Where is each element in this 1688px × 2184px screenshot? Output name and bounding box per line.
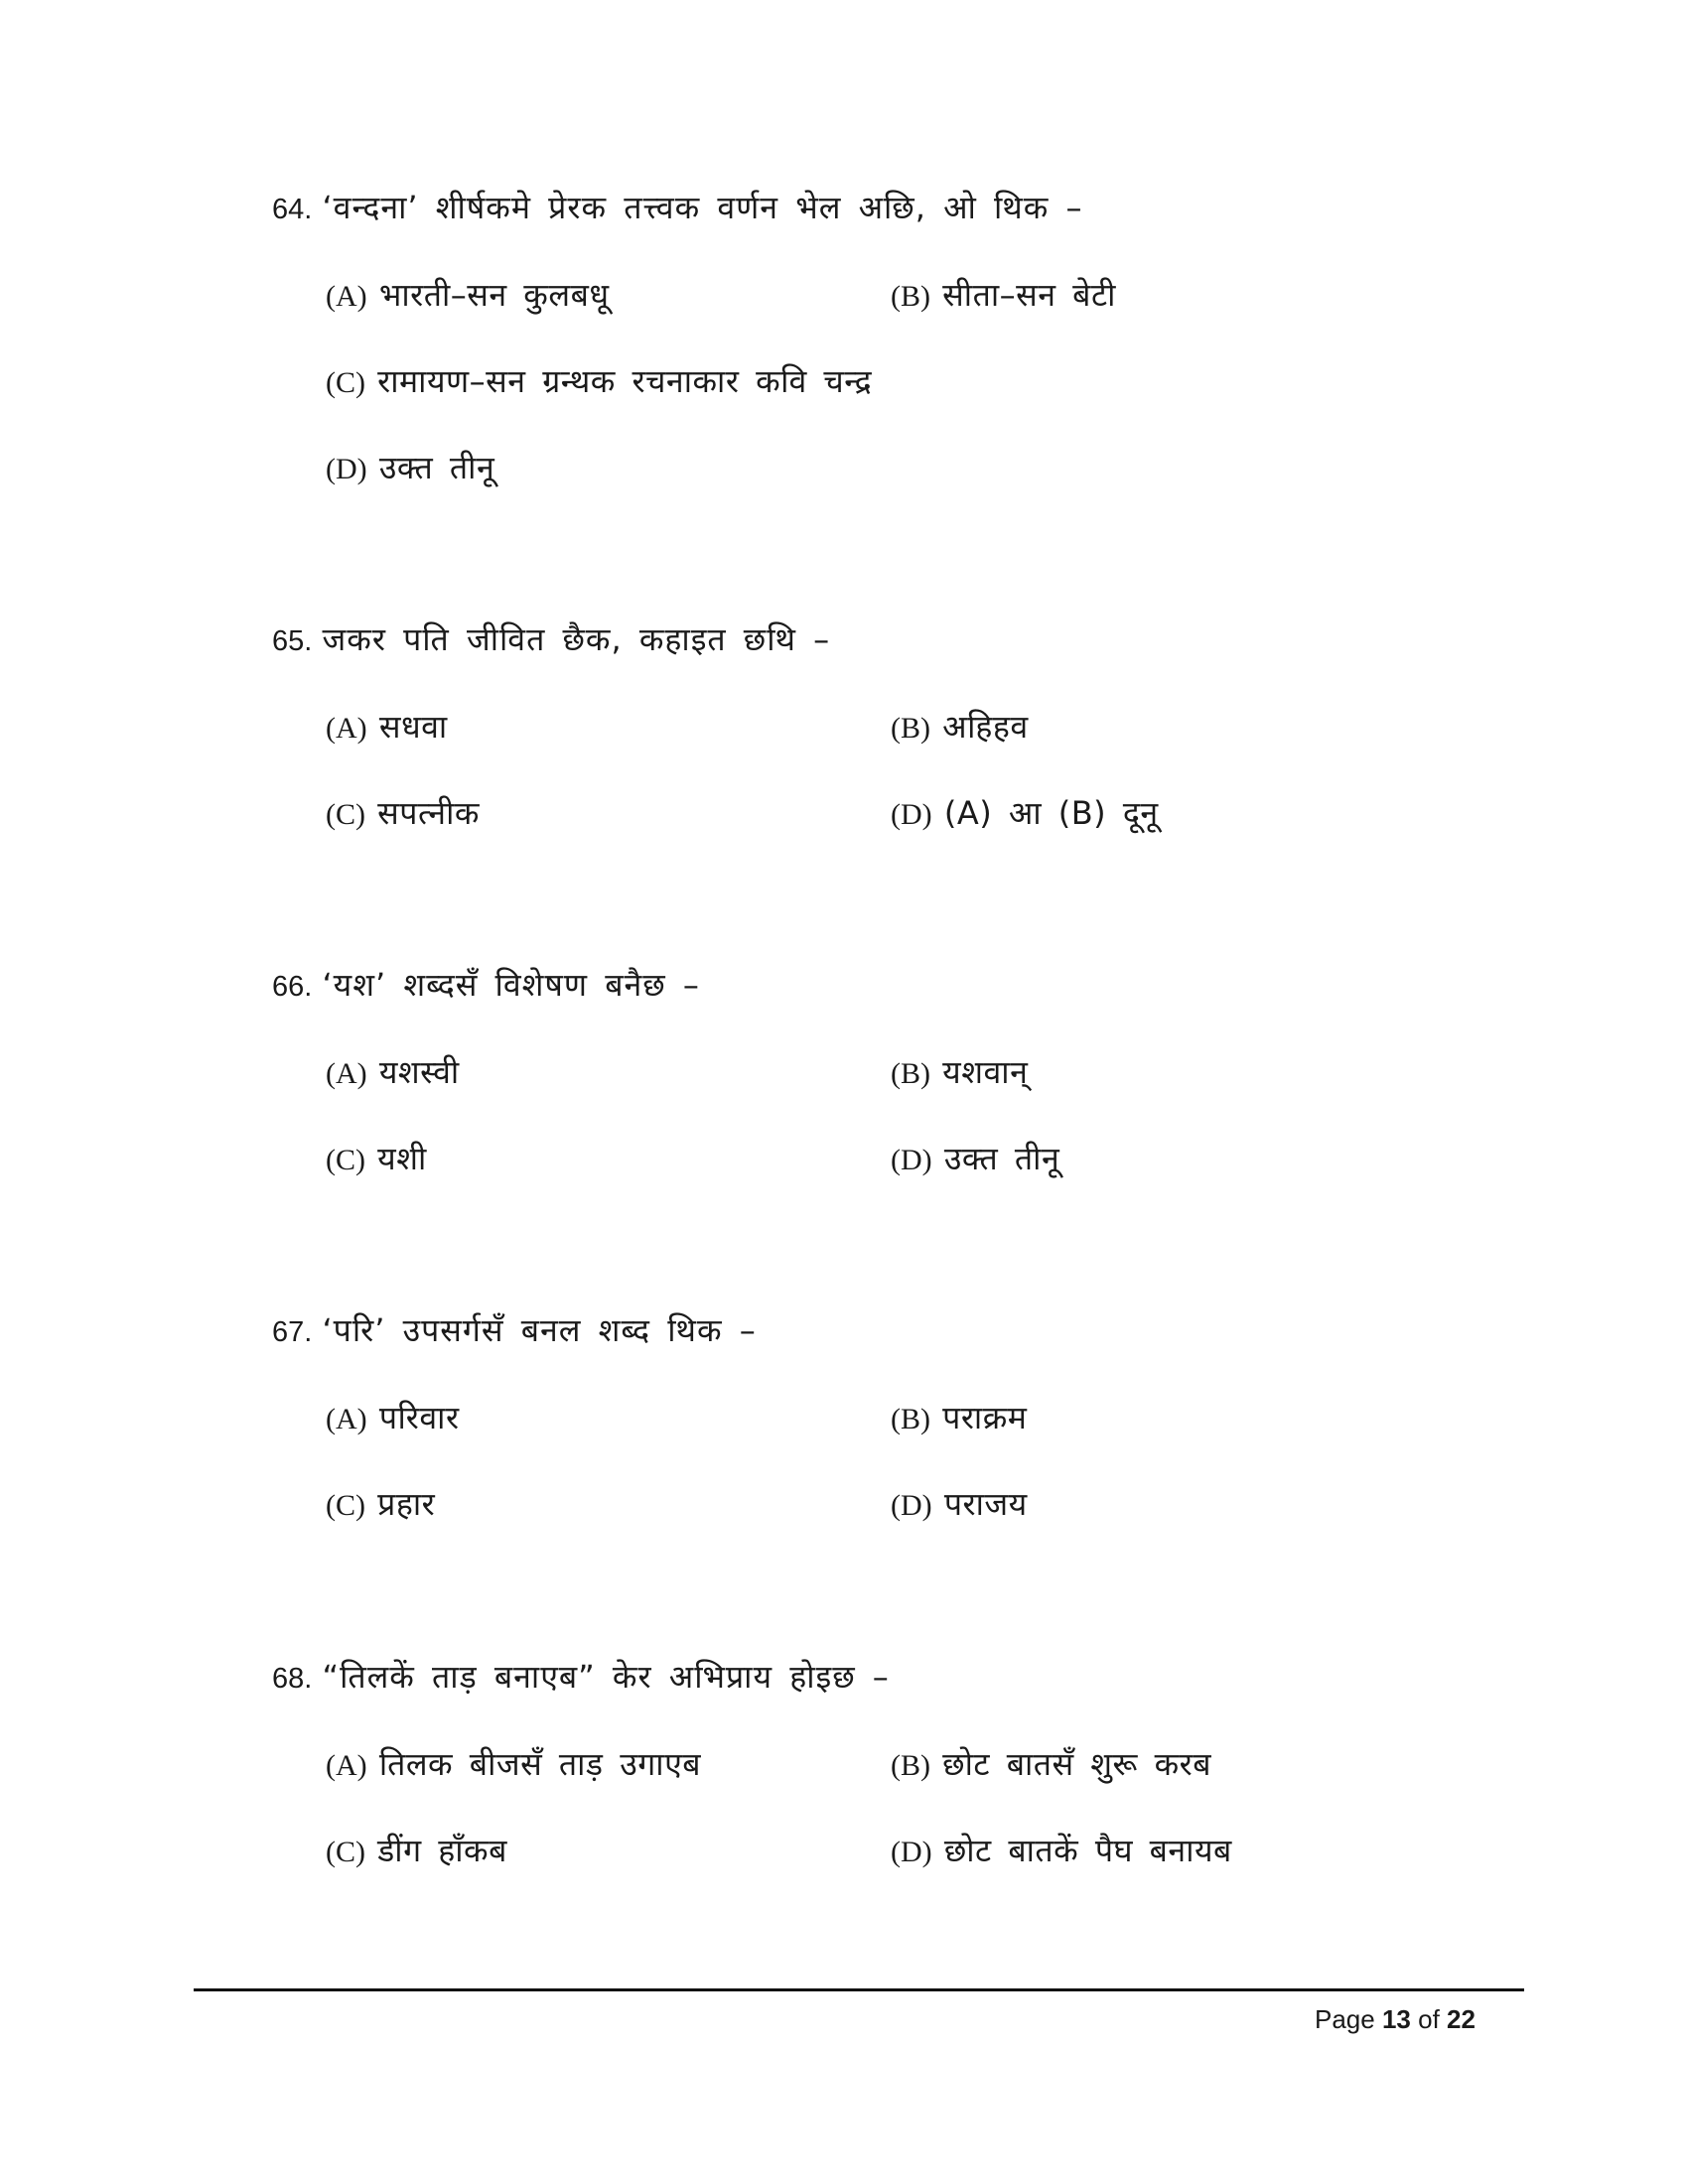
option-d <box>891 793 1159 835</box>
option-text: छोट बातसँ शुरू करब <box>942 1745 1212 1783</box>
question-66 <box>0 965 1688 1283</box>
question-text: ‘वन्दना’ शीर्षकमे प्रेरक तत्त्वक वर्णन भेल अछि, ओ थिक – <box>322 189 1083 226</box>
option-b <box>891 275 1116 317</box>
question-68 <box>0 1657 1688 1975</box>
option-letter: (D) <box>891 1489 932 1522</box>
option-d <box>891 1831 1232 1872</box>
option-c <box>326 1831 507 1872</box>
option-letter: (C) <box>326 1144 365 1176</box>
of-label: of <box>1418 2004 1440 2034</box>
option-text: तिलक बीजसँ ताड़ उगाएब <box>378 1745 702 1783</box>
option-letter: (D) <box>891 1836 932 1868</box>
option-letter: (A) <box>326 1403 367 1435</box>
question-64 <box>0 188 1688 505</box>
option-letter: (B) <box>891 1403 930 1435</box>
option-a <box>326 707 448 749</box>
option-letter: (C) <box>326 366 365 399</box>
option-text: अहिहव <box>942 708 1029 746</box>
option-letter: (D) <box>326 453 367 485</box>
option-text: सीता–सन बेटी <box>942 276 1116 314</box>
option-b <box>891 1398 1027 1439</box>
option-a <box>326 1398 460 1439</box>
option-letter: (D) <box>891 1144 932 1176</box>
question-67 <box>0 1310 1688 1628</box>
option-letter: (A) <box>326 712 367 745</box>
question-stem <box>272 965 700 1007</box>
option-text: (A) आ (B) दूनू <box>943 794 1159 832</box>
question-text: “तिलकें ताड़ बनाएब” केर अभिप्राय होइछ – <box>322 1658 890 1696</box>
question-text: ‘परि’ उपसर्गसँ बनल शब्द थिक – <box>322 1311 757 1349</box>
option-text: उक्त तीनू <box>378 449 495 486</box>
option-c <box>326 1139 427 1180</box>
option-letter: (A) <box>326 280 367 313</box>
option-b <box>891 707 1029 749</box>
question-stem <box>272 188 1082 229</box>
question-stem <box>272 1657 890 1699</box>
page-label: Page <box>1315 2004 1375 2034</box>
option-b <box>891 1744 1211 1786</box>
question-text: जकर पति जीवित छैक, कहाइत छथि – <box>322 620 831 658</box>
option-letter: (C) <box>326 798 365 831</box>
option-text: यशी <box>377 1140 427 1177</box>
question-number: 68. <box>272 1663 313 1695</box>
option-text: सधवा <box>378 708 448 746</box>
page-number <box>1315 2002 1476 2036</box>
option-text: यशवान् <box>942 1053 1029 1091</box>
option-a <box>326 275 610 317</box>
question-65 <box>0 619 1688 937</box>
option-d <box>891 1484 1028 1526</box>
question-number: 64. <box>272 194 313 225</box>
option-c <box>326 793 480 835</box>
question-stem <box>272 1310 757 1352</box>
option-text: परिवार <box>378 1399 460 1436</box>
option-letter: (D) <box>891 798 932 831</box>
option-b <box>891 1052 1028 1094</box>
option-text: प्रहार <box>377 1485 436 1523</box>
option-text: पराक्रम <box>942 1399 1028 1436</box>
question-stem <box>272 619 830 661</box>
option-a <box>326 1052 460 1094</box>
option-letter: (B) <box>891 280 930 313</box>
option-a <box>326 1744 701 1786</box>
question-number: 65. <box>272 625 313 657</box>
option-c <box>326 1484 435 1526</box>
option-text: रामायण–सन ग्रन्थक रचनाकार कवि चन्द्र <box>377 362 873 400</box>
option-letter: (C) <box>326 1489 365 1522</box>
option-letter: (B) <box>891 1057 930 1090</box>
option-text: सपत्नीक <box>377 794 480 832</box>
option-c <box>326 361 872 403</box>
option-letter: (B) <box>891 1749 930 1782</box>
option-text: डींग हाँकब <box>377 1832 507 1869</box>
option-letter: (A) <box>326 1749 367 1782</box>
option-letter: (A) <box>326 1057 367 1090</box>
option-text: पराजय <box>943 1485 1028 1523</box>
option-text: छोट बातकें पैघ बनायब <box>943 1832 1232 1869</box>
option-letter: (B) <box>891 712 930 745</box>
option-letter: (C) <box>326 1836 365 1868</box>
option-text: यशस्वी <box>378 1053 460 1091</box>
current-page: 13 <box>1381 2004 1411 2034</box>
option-text: भारती–सन कुलबधू <box>378 276 610 314</box>
question-text: ‘यश’ शब्दसँ विशेषण बनैछ – <box>322 966 700 1004</box>
option-d <box>891 1139 1059 1180</box>
footer-divider <box>194 1988 1524 1991</box>
total-pages: 22 <box>1447 2004 1476 2034</box>
option-text: उक्त तीनू <box>943 1140 1060 1177</box>
question-number: 67. <box>272 1316 313 1348</box>
option-d <box>326 448 494 489</box>
question-number: 66. <box>272 971 313 1003</box>
